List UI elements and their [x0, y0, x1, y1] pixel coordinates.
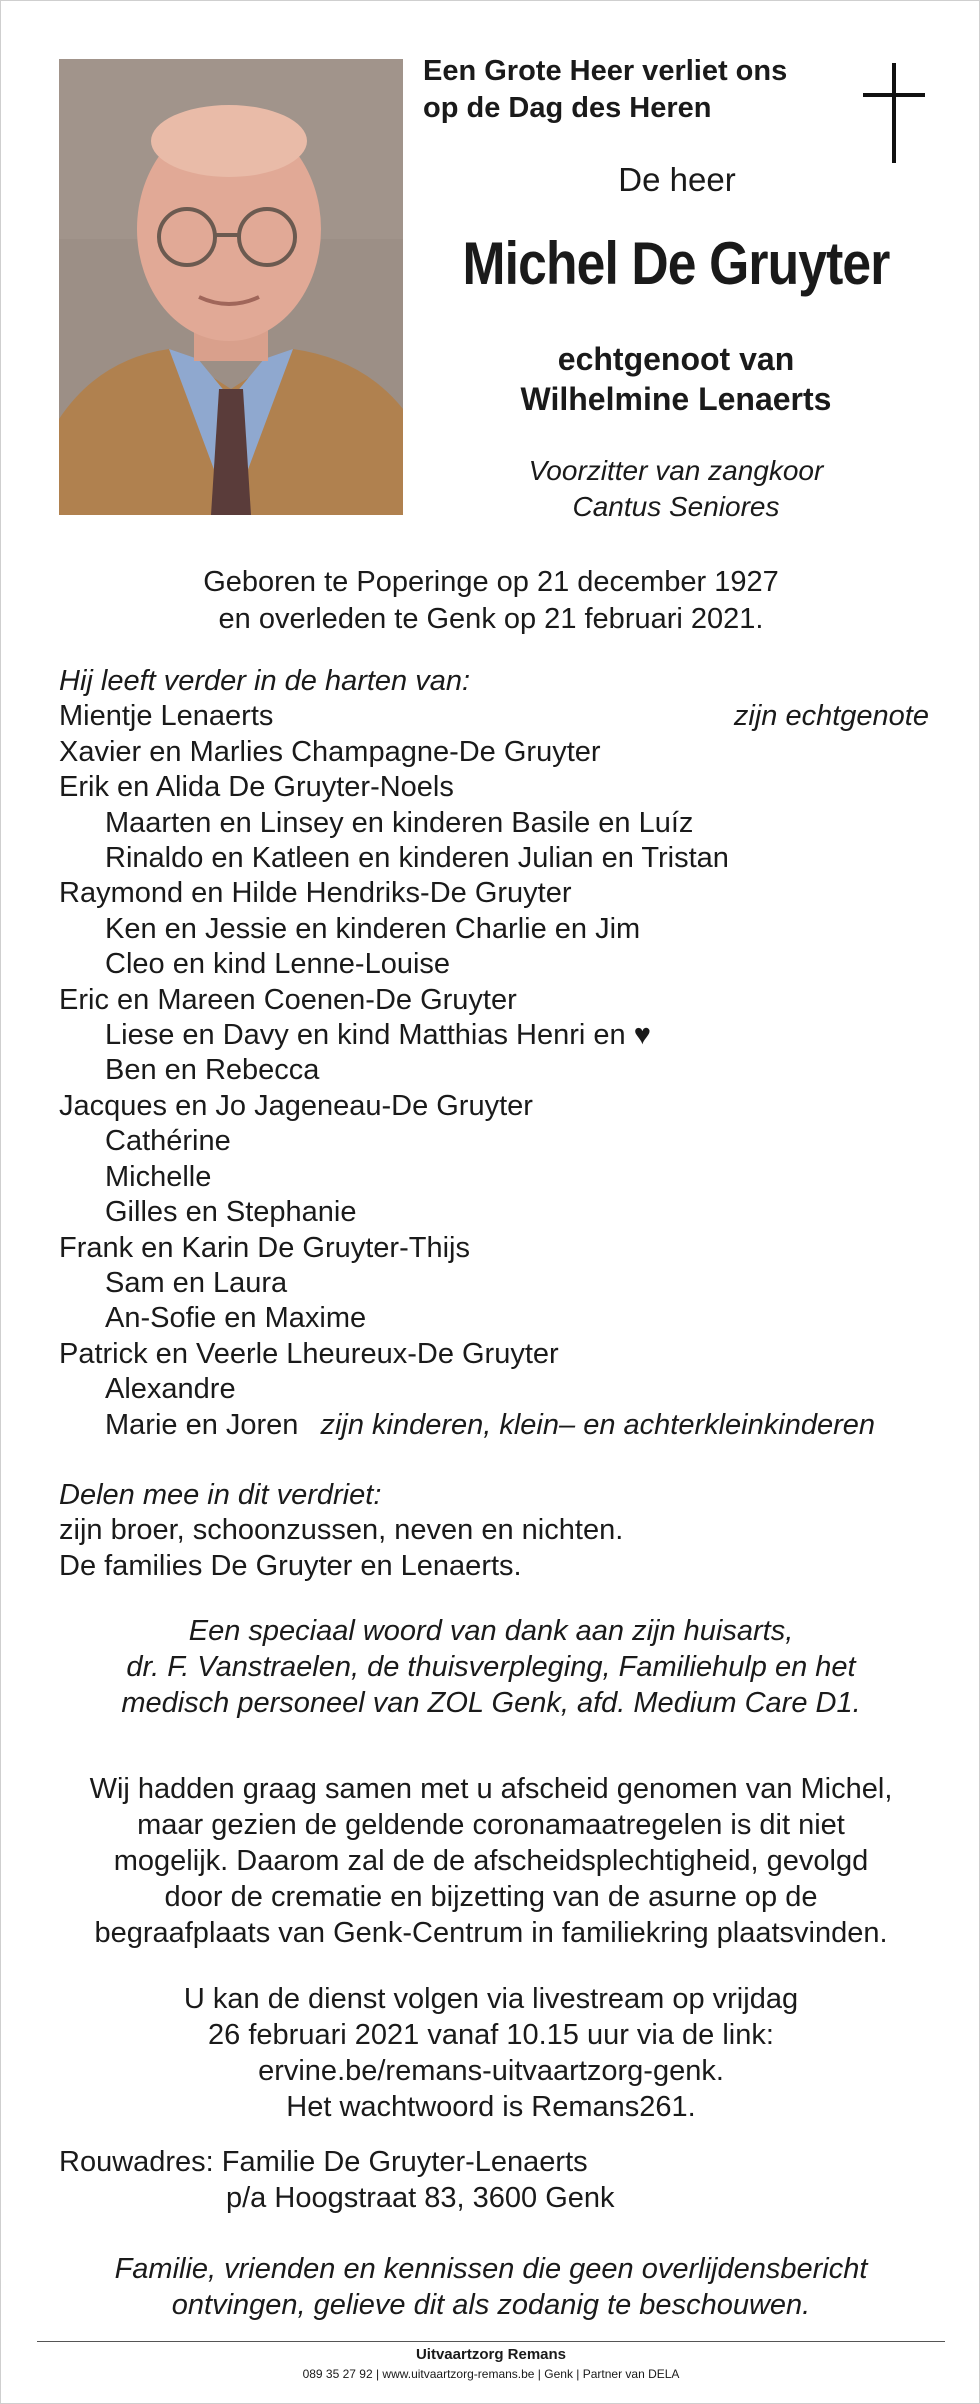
survivor-name: Jacques en Jo Jageneau-De Gruyter	[59, 1089, 533, 1122]
role-line: Cantus Seniores	[572, 491, 780, 522]
headline	[423, 53, 843, 127]
survivors-list	[59, 699, 929, 1443]
survivor-row	[59, 876, 929, 911]
spouse-label: echtgenoot van	[557, 341, 795, 377]
survivor-name: Alexandre	[105, 1373, 236, 1406]
share-line: De families De Gruyter en Lenaerts.	[59, 1549, 522, 1582]
survivor-row	[59, 1266, 929, 1301]
survivor-name: Ken en Jessie en kinderen Charlie en Jim	[105, 912, 641, 945]
survivor-row	[59, 1053, 929, 1088]
survivor-row	[59, 912, 929, 947]
survivor-row	[59, 770, 929, 805]
honorific: De heer	[618, 161, 736, 198]
survivor-name: Gilles en Stephanie	[105, 1196, 357, 1229]
headline-line: Een Grote Heer verliet ons	[423, 55, 788, 87]
address-line: p/a Hoogstraat 83, 3600 Genk	[226, 2182, 615, 2214]
survivor-row	[59, 1124, 929, 1159]
share-intro: Delen mee in dit verdriet:	[59, 1479, 382, 1511]
survivor-row	[59, 983, 929, 1018]
died-line: en overleden te Genk op 21 februari 2021.	[218, 603, 764, 635]
survivor-row	[59, 1301, 929, 1336]
survivor-name: An-Sofie en Maxime	[105, 1302, 367, 1335]
share-line: zijn broer, schoonzussen, neven en nichten.	[59, 1514, 624, 1547]
survivor-row	[59, 735, 929, 770]
livestream-paragraph	[59, 1981, 923, 2125]
headline-line: op de Dag des Heren	[423, 92, 712, 124]
survivor-row	[59, 806, 929, 841]
survivor-row	[59, 947, 929, 982]
survivor-name: Maarten en Linsey en kinderen Basile en Luíz	[105, 806, 694, 839]
thanks-line: dr. F. Vanstraelen, de thuisverpleging, Familiehulp en het	[126, 1651, 856, 1683]
address-block	[59, 2144, 923, 2216]
survivor-name: Marie en Joren	[105, 1408, 299, 1441]
survivor-name: Xavier en Marlies Champagne-De Gruyter	[59, 735, 601, 768]
cross-icon	[863, 63, 925, 163]
livestream-line: U kan de dienst volgen via livestream op vrijdag	[183, 1983, 799, 2015]
livestream-line: Het wachtwoord is Remans261.	[286, 2091, 696, 2123]
portrait-photo	[59, 59, 403, 515]
survivor-row	[59, 699, 929, 734]
address-line: Rouwadres: Familie De Gruyter-Lenaerts	[59, 2146, 588, 2178]
survivor-row	[59, 1231, 929, 1266]
thanks-line: Een speciaal woord van dank aan zijn huisarts,	[188, 1615, 794, 1647]
survivor-name: Rinaldo en Katleen en kinderen Julian en Tristan	[105, 842, 729, 875]
survivors-section	[59, 664, 929, 1443]
survivor-name: Eric en Mareen Coenen-De Gruyter	[59, 983, 517, 1016]
livestream-line: 26 februari 2021 vanaf 10.15 uur via de link:	[208, 2019, 774, 2051]
role	[421, 453, 931, 525]
footer-company: Uitvaartzorg Remans	[415, 2346, 567, 2363]
farewell-line: door de crematie en bijzetting van de asurne op de	[164, 1881, 818, 1913]
survivors-intro: Hij leeft verder in de harten van:	[59, 665, 471, 697]
survivor-name: Erik en Alida De Gruyter-Noels	[59, 771, 454, 804]
thanks-paragraph	[59, 1613, 923, 1721]
survivor-row	[59, 1160, 929, 1195]
relation-label: zijn echtgenote	[733, 700, 929, 733]
footer-details: 089 35 27 92 | www.uitvaartzorg-remans.be | Genk | Partner van DELA	[302, 2367, 680, 2381]
role-line: Voorzitter van zangkoor	[528, 455, 824, 486]
closing-line: ontvingen, gelieve dit als zodanig te beschouwen.	[171, 2289, 811, 2321]
survivor-name: Mientje Lenaerts	[59, 700, 274, 733]
survivor-row	[59, 1372, 929, 1407]
thanks-line: medisch personeel van ZOL Genk, afd. Medium Care D1.	[121, 1687, 861, 1719]
survivor-row	[59, 1089, 929, 1124]
farewell-line: Wij hadden graag samen met u afscheid genomen van Michel,	[89, 1773, 893, 1805]
footer-divider	[37, 2341, 945, 2342]
born-line: Geboren te Poperinge op 21 december 1927	[203, 566, 779, 598]
survivor-name: Cleo en kind Lenne-Louise	[105, 948, 451, 981]
farewell-paragraph	[59, 1771, 923, 1951]
survivor-row	[59, 1018, 929, 1053]
closing-line: Familie, vrienden en kennissen die geen overlijdensbericht	[114, 2253, 868, 2285]
closing-paragraph	[59, 2251, 923, 2323]
survivor-row	[59, 1195, 929, 1230]
survivor-name: Liese en Davy en kind Matthias Henri en ♥	[105, 1019, 651, 1052]
farewell-line: begraafplaats van Genk-Centrum in familiekring plaatsvinden.	[94, 1917, 888, 1949]
spouse-line	[421, 339, 931, 419]
survivor-row	[59, 1408, 929, 1443]
farewell-line: mogelijk. Daarom zal de de afscheidsplechtigheid, gevolgd	[113, 1845, 869, 1877]
spouse-name: Wilhelmine Lenaerts	[520, 381, 832, 417]
survivor-row	[59, 1337, 929, 1372]
survivor-name: Sam en Laura	[105, 1266, 288, 1299]
share-section	[59, 1478, 929, 1584]
survivor-name: Ben en Rebecca	[105, 1054, 320, 1087]
farewell-line: maar gezien de geldende coronamaatregelen is dit niet	[137, 1809, 845, 1841]
survivor-name: Cathérine	[105, 1125, 231, 1158]
survivor-name: Raymond en Hilde Hendriks-De Gruyter	[59, 877, 572, 910]
survivor-name: Michelle	[105, 1160, 212, 1193]
relation-label: zijn kinderen, klein– en achterkleinkinderen	[320, 1408, 875, 1441]
deceased-name: Michel De Gruyter	[462, 230, 890, 297]
birth-death-dates	[59, 564, 923, 638]
livestream-link[interactable]: ervine.be/remans-uitvaartzorg-genk.	[258, 2055, 724, 2087]
survivor-name: Patrick en Veerle Lheureux-De Gruyter	[59, 1337, 559, 1370]
survivor-row	[59, 841, 929, 876]
survivor-name: Frank en Karin De Gruyter-Thijs	[59, 1231, 470, 1264]
